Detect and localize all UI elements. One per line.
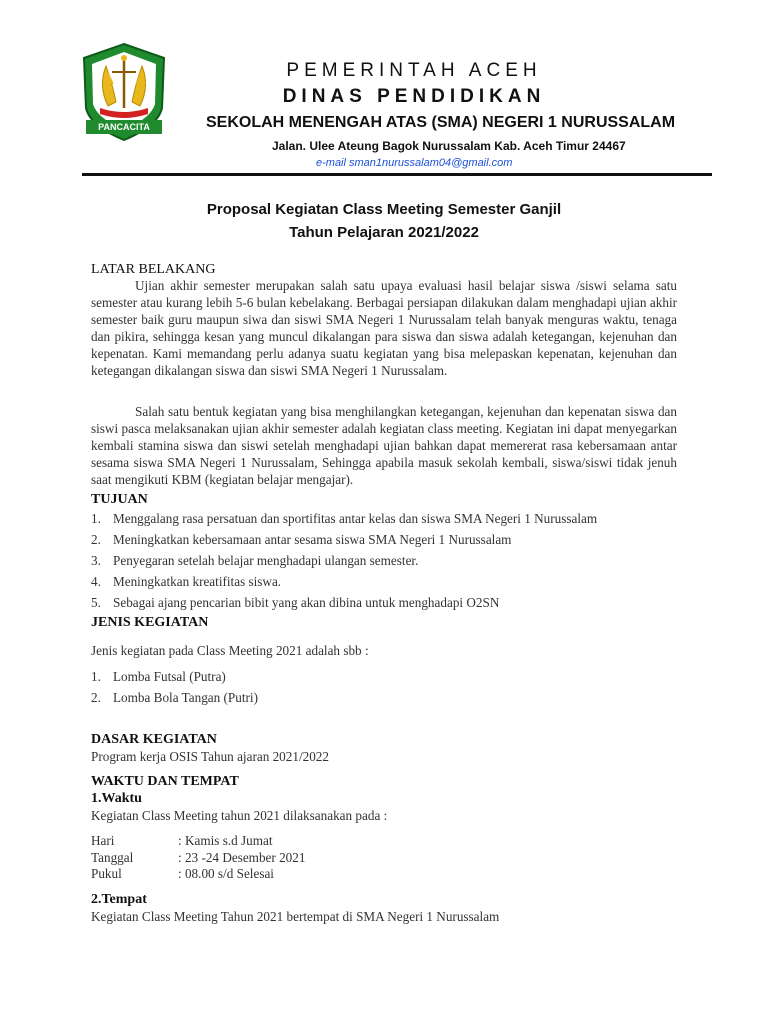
waktu-intro: Kegiatan Class Meeting tahun 2021 dilaksanakan pada : (91, 808, 388, 823)
schedule-value-pukul: : 08.00 s/d Selesai (178, 866, 274, 881)
document-title: Proposal Kegiatan Class Meeting Semester Ganjil (206, 201, 562, 218)
heading-waktu-tempat: WAKTU DAN TEMPAT (91, 774, 239, 789)
list-number: 3. (91, 553, 101, 568)
list-item (91, 532, 511, 548)
list-number: 1. (91, 511, 101, 526)
heading-tujuan: TUJUAN (91, 492, 148, 507)
list-item (91, 574, 281, 590)
list-text: Penyegaran setelah belajar menghadapi ulangan semester. (113, 553, 419, 568)
list-text: Lomba Futsal (Putra) (113, 669, 226, 684)
schedule-label-pukul: Pukul (91, 866, 122, 881)
list-number: 2. (91, 532, 101, 547)
paragraph-latar-1-text: Ujian akhir semester merupakan salah satu upaya evaluasi hasil belajar siswa /siswi selama satu semester atau kurang lebih 5-6 bulan kebelakang. Berbagai persiapan dilakukan dalam menghadapi ujian akhir semester baik guru maupun siwa dan siswi SMA Negeri 1 Nurussalam telah banyak menguras waktu, tenaga dan pikira, sehingga kesan yang muncul dikalangan para siswa dan siswa adalah ketegangan, kejenuhan dan kepenatan. Kami memandang perlu adanya suatu kegiatan yang bisa melepaskan kepenatan, kejenuhan dan ketegangan dikalangan siswa dan siswi SMA Negeri 1 Nurussalam. (91, 278, 677, 378)
list-number: 4. (91, 574, 101, 589)
list-number: 1. (91, 669, 101, 684)
list-text: Lomba Bola Tangan (Putri) (113, 690, 258, 705)
list-item (91, 553, 418, 569)
heading-latar-belakang: LATAR BELAKANG (91, 262, 216, 277)
dasar-text: Program kerja OSIS Tahun ajaran 2021/2022 (91, 749, 329, 764)
letterhead-email: e-mail sman1nurussalam04@gmail.com (316, 157, 513, 169)
list-text: Menggalang rasa persatuan dan sportifitas antar kelas dan siswa SMA Negeri 1 Nurussalam (113, 511, 598, 526)
schedule-value-tanggal: : 23 -24 Desember 2021 (178, 850, 306, 865)
subheading-tempat: 2.Tempat (91, 892, 147, 907)
heading-jenis-kegiatan: JENIS KEGIATAN (91, 615, 209, 630)
list-number: 5. (91, 595, 101, 610)
letterhead-divider (82, 173, 712, 176)
jenis-intro: Jenis kegiatan pada Class Meeting 2021 adalah sbb : (91, 643, 369, 658)
list-text: Sebagai ajang pencarian bibit yang akan dibina untuk menghadapi O2SN (113, 595, 500, 610)
list-item (91, 690, 258, 706)
subheading-waktu: 1.Waktu (91, 791, 142, 806)
list-text: Meningkatkan kebersamaan antar sesama siswa SMA Negeri 1 Nurussalam (113, 532, 512, 547)
list-item (91, 511, 597, 527)
schedule-value-hari: : Kamis s.d Jumat (178, 833, 273, 848)
paragraph-latar-1 (91, 277, 677, 379)
list-item (91, 595, 499, 611)
logo-text: PANCACITA (98, 122, 150, 132)
schedule-label-hari: Hari (91, 833, 115, 848)
tempat-text: Kegiatan Class Meeting Tahun 2021 bertempat di SMA Negeri 1 Nurussalam (91, 909, 500, 924)
paragraph-latar-2 (91, 403, 677, 488)
document-subtitle: Tahun Pelajaran 2021/2022 (289, 224, 479, 241)
heading-dasar-kegiatan: DASAR KEGIATAN (91, 732, 217, 747)
list-text: Meningkatkan kreatifitas siswa. (113, 574, 282, 589)
letterhead-department: DINAS PENDIDIKAN (282, 86, 546, 107)
letterhead-government: PEMERINTAH ACEH (286, 60, 542, 81)
list-item (91, 669, 226, 685)
list-number: 2. (91, 690, 101, 705)
paragraph-latar-2-text: Salah satu bentuk kegiatan yang bisa menghilangkan ketegangan, kejenuhan dan kepenatan siswa dan siswi pasca melaksanakan ujian akhir semester adalah kegiatan class meeting. Kegiatan ini dapat menyegarkan kembali stamina siswa dan siswi setelah menghadapi ujian bahkan dapat memererat rasa kebersamaan antar sesama siswa SMA Negeri 1 Nurussalam, Sehingga apabila masuk sekolah kembali, siswa/siswi tidak jenuh saat mengikuti KBM (kegiatan belajar mengajar). (91, 404, 677, 487)
letterhead-address: Jalan. Ulee Ateung Bagok Nurussalam Kab. Aceh Timur 24467 (272, 139, 626, 153)
letterhead-school: SEKOLAH MENENGAH ATAS (SMA) NEGERI 1 NURUSSALAM (206, 114, 676, 131)
schedule-label-tanggal: Tanggal (91, 850, 134, 865)
